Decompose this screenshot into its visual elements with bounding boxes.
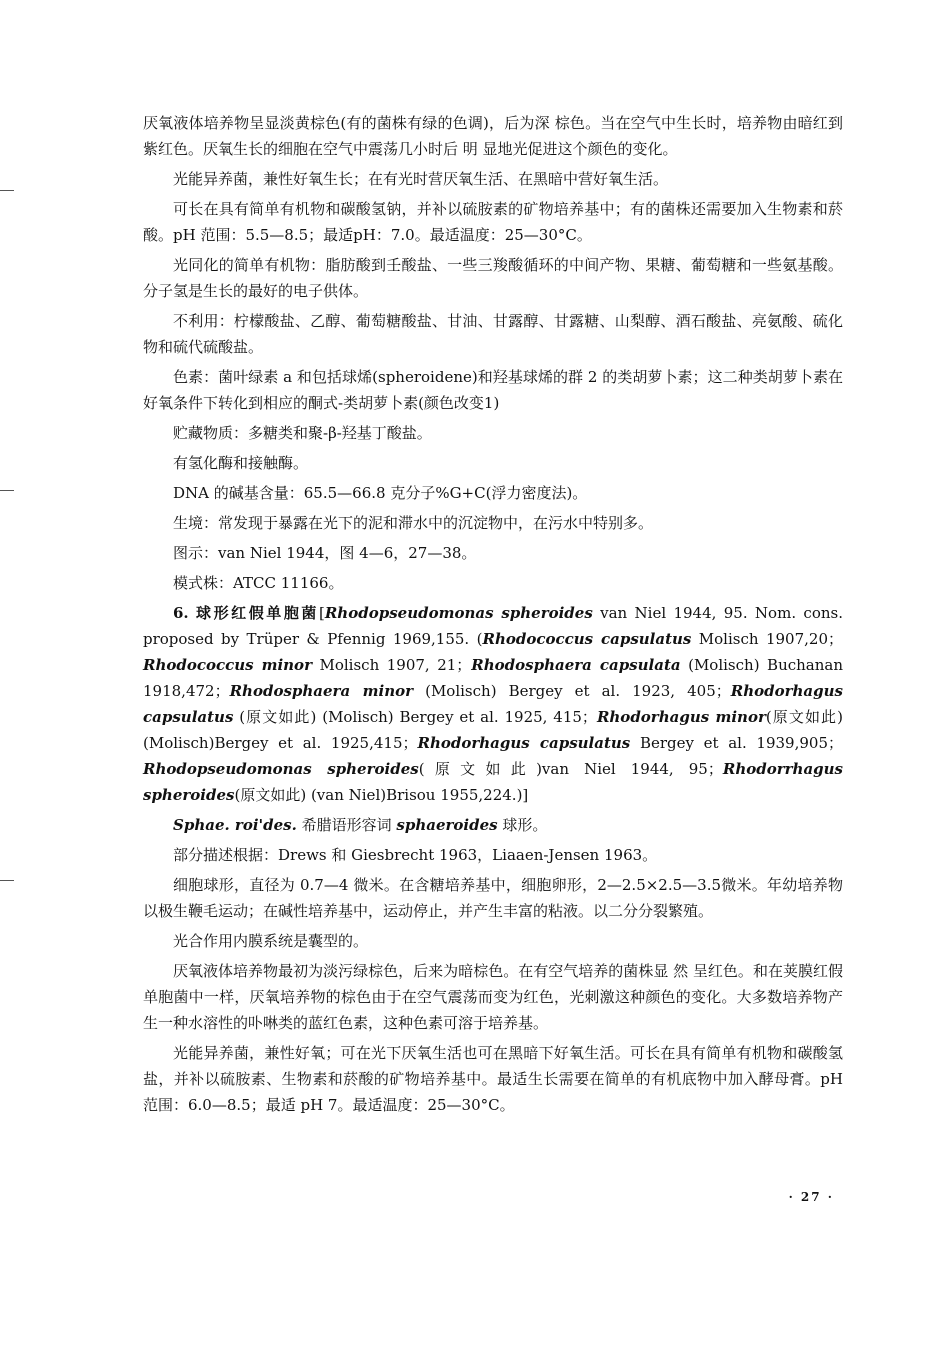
scan-mark	[0, 490, 14, 491]
synonym: Rhodosphaera minor	[229, 682, 414, 700]
synonym: Rhodorhagus minor	[596, 708, 766, 726]
citation-text: (原文如此)van Niel 1944, 95；	[418, 760, 723, 778]
species-entry	[143, 600, 843, 808]
synonym: Rhodorrhagus spheroides	[143, 760, 843, 804]
paragraph: 生境：常发现于暴露在光下的泥和滞水中的沉淀物中，在污水中特别多。	[173, 514, 654, 532]
citation-text: van Niel 1944, 95. Nom. cons. proposed by Trüper & Pfennig 1969,155. (	[143, 604, 843, 648]
citation-text: Molisch 1907,20；	[691, 630, 843, 648]
etymology	[143, 812, 843, 838]
synonym: Rhodococcus minor	[143, 656, 312, 674]
synonym: Rhodorhagus capsulatus	[143, 682, 843, 726]
paragraph: 厌氧液体培养物最初为淡污绿棕色，后来为暗棕色。在有空气培养的菌株显 然 呈红色。和在荚膜红假单胞菌中一样，厌氧培养物的棕色由于在空气震荡而变为红色，光刺激这种颜色的变化。大多数培养物产生一种水溶性的卟啉类的蓝红色素，这种色素可溶于培养基。	[143, 962, 843, 1032]
paragraph: 细胞球形，直径为 0.7—4 微米。在含糖培养基中，细胞卵形，2—2.5×2.5—3.5微米。年幼培养物以极生鞭毛运动；在碱性培养基中，运动停止，并产生丰富的粘液。以二分分裂繁殖。	[143, 876, 843, 920]
paragraph: 有氢化酶和接触酶。	[173, 454, 309, 472]
scan-mark	[0, 880, 14, 881]
paragraph: 光同化的简单有机物：脂肪酸到壬酸盐、一些三羧酸循环的中间产物、果糖、葡萄糖和一些氨基酸。分子氢是生长的最好的电子供体。	[143, 256, 843, 300]
page-number: · 27 ·	[788, 1190, 834, 1204]
paragraph: 色素：菌叶绿素 a 和包括球烯(spheroidene)和羟基球烯的群 2 的类胡萝卜素；这二种类胡萝卜素在好氧条件下转化到相应的酮式-类胡萝卜素(颜色改变1)	[143, 368, 843, 412]
synonym: Rhodorhagus capsulatus	[417, 734, 631, 752]
paragraph: 厌氧液体培养物呈显淡黄棕色(有的菌株有绿的色调)，后为深 棕色。当在空气中生长时，培养物由暗红到紫红色。厌氧生长的细胞在空气中震荡几小时后 明 显地光促进这个颜色的变化。	[143, 114, 843, 158]
citation-text: (Molisch) Buchanan 1918,472；	[143, 656, 844, 700]
citation-text: (原文如此) (Molisch) Bergey et al. 1925, 415；	[233, 708, 597, 726]
etymology-text: 希腊语形容词	[296, 816, 397, 834]
synonym: Rhodopseudomonas spheroides	[143, 760, 419, 778]
etymology-word: sphaeroides	[396, 816, 498, 834]
paragraph: 光合作用内膜系统是囊型的。	[173, 932, 369, 950]
paragraph: 模式株：ATCC 11166。	[173, 574, 344, 592]
synonym: Rhodococcus capsulatus	[482, 630, 692, 648]
paragraph: 图示：van Niel 1944，图 4—6，27—38。	[173, 544, 477, 562]
citation-text: (原文如此) (van Niel)Brisou 1955,224.)]	[234, 786, 529, 804]
paragraph: DNA 的碱基含量：65.5—66.8 克分子%G+C(浮力密度法)。	[173, 484, 588, 502]
paragraph: 可长在具有简单有机物和碳酸氢钠，并补以硫胺素的矿物培养基中；有的菌株还需要加入生物素和菸酸。pH 范围：5.5—8.5；最适pH：7.0。最适温度：25—30°C。	[143, 200, 843, 244]
citation-text: Molisch 1907, 21；	[311, 656, 472, 674]
paragraph: 光能异养菌，兼性好氧生长；在有光时营厌氧生活、在黑暗中营好氧生活。	[173, 170, 669, 188]
species-cn-name: 球形红假单胞菌	[196, 604, 319, 622]
scan-mark	[0, 190, 14, 191]
paragraph: 光能异养菌，兼性好氧；可在光下厌氧生活也可在黑暗下好氧生活。可长在具有简单有机物和碳酸氢盐，并补以硫胺素、生物素和菸酸的矿物培养基中。最适生长需要在简单的有机底物中加入酵母膏。pH 范围：6.0—8.5；最适 pH 7。最适温度：25—30°C。	[143, 1044, 843, 1114]
etymology-term: Sphae. roi'des.	[173, 816, 297, 834]
species-sci-name: Rhodopseudomonas spheroides	[324, 604, 593, 622]
paragraph: 贮藏物质：多糖类和聚-β-羟基丁酸盐。	[173, 424, 432, 442]
etymology-text: 球形。	[497, 816, 548, 834]
citation-text: (原文如此)(Molisch)Bergey et al. 1925,415；	[143, 708, 843, 752]
body-text	[143, 110, 843, 1122]
citation-text: (Molisch) Bergey et al. 1923, 405；	[413, 682, 731, 700]
paragraph: 部分描述根据：Drews 和 Giesbrecht 1963，Liaaen-Jensen 1963。	[173, 846, 658, 864]
citation-text: Bergey et al. 1939,905；	[630, 734, 843, 752]
paragraph: 不利用：柠檬酸盐、乙醇、葡萄糖酸盐、甘油、甘露醇、甘露糖、山梨醇、酒石酸盐、亮氨酸、硫化物和硫代硫酸盐。	[143, 312, 843, 356]
species-number: 6.	[173, 604, 189, 622]
synonym: Rhodosphaera capsulata	[471, 656, 681, 674]
bracket: [	[318, 604, 325, 622]
